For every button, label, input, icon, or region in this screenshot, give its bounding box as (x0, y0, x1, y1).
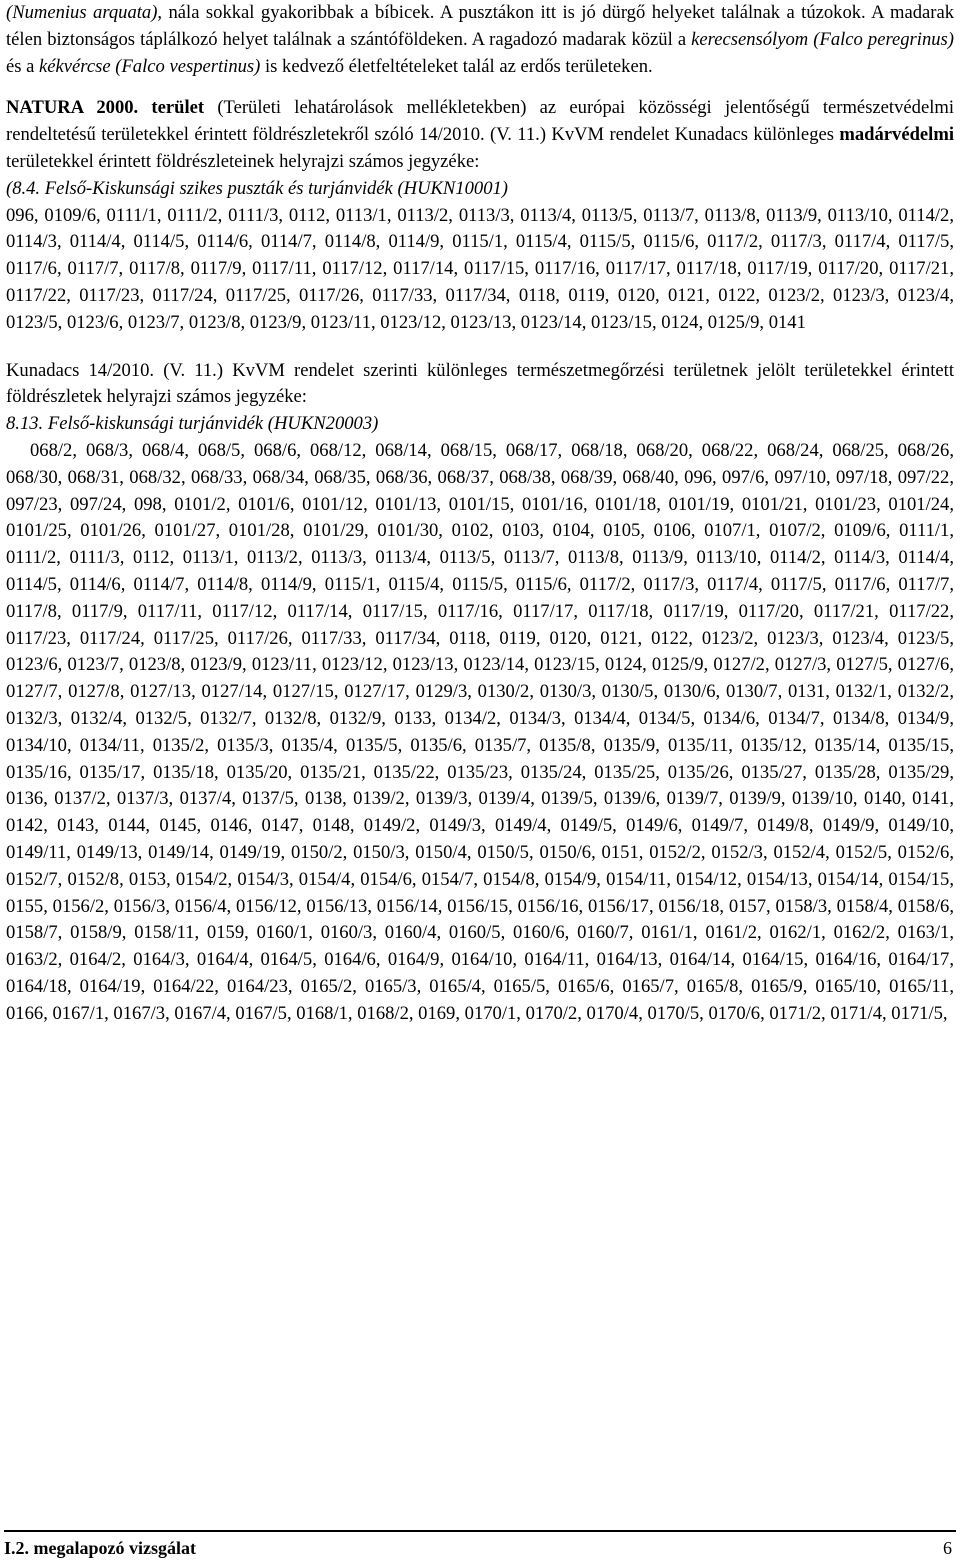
intro-text: és a (6, 55, 40, 77)
kunadacs-paragraph: Kunadacs 14/2010. (V. 11.) KvVM rendelet szerinti különleges természetmegőrzési területnek jelölt területekkel érintett földrészletek helyrajzi számos jegyzéke: (6, 359, 954, 408)
natura-keyword: madárvédelmi (839, 124, 954, 146)
species-name: kékvércse (Falco vespertinus) (39, 55, 261, 77)
section1-heading: (8.4. Felső-Kiskunsági szikes puszták és turjánvidék (HUKN10001) (6, 177, 508, 199)
natura-text-end: területekkel érintett földrészleteinek helyrajzi számos jegyzéke: (6, 150, 480, 172)
natura-paragraph (6, 95, 954, 175)
document-page (6, 0, 954, 1027)
intro-paragraph (6, 0, 954, 80)
section2-heading: 8.13. Felső-kiskunsági turjánvidék (HUKN20003) (6, 413, 379, 435)
section1-parcel-list: 096, 0109/6, 0111/1, 0111/2, 0111/3, 0112, 0113/1, 0113/2, 0113/3, 0113/4, 0113/5, 0113/7, 0113/8, 0113/9, 0113/10, 0114/2, 0114/3, 0114/4, 0114/5, 0114/6, 0114/7, 0114/8, 0114/9, 0115/1, 0115/4, 0115/5, 0115/6, 0117/2, 0117/3, 0117/4, 0117/5, 0117/6, 0117/7, 0117/8, 0117/9, 0117/11, 0117/12, 0117/14, 0117/15, 0117/16, 0117/17, 0117/18, 0117/19, 0117/20, 0117/21, 0117/22, 0117/23, 0117/24, 0117/25, 0117/26, 0117/33, 0117/34, 0118, 0119, 0120, 0121, 0122, 0123/2, 0123/3, 0123/4, 0123/5, 0123/6, 0123/7, 0123/8, 0123/9, 0123/11, 0123/12, 0123/13, 0123/14, 0123/15, 0124, 0125/9, 0141 (6, 204, 954, 333)
page-footer (4, 1530, 956, 1565)
natura-text: (Területi lehatárolások mellékletekben) az európai közösségi jelentőségű természetvédelmi rendeltetésű területekkel érintett földrészletekről szóló 14/2010. (V. 11.) KvVM rendelet Kunadacs különleges (6, 97, 954, 146)
natura-title: NATURA 2000. terület (6, 97, 205, 119)
intro-text: , nála sokkal gyakoribbak a bíbicek. A pusztákon itt is jó dürgő helyeket találnak a túzokok. A madarak télen biztonságos táplálkozó helyet találnak a szántóföldeken. A ragadozó madarak közül a (6, 2, 954, 50)
intro-text: is kedvező életfeltételeket talál az erdős területeken. (260, 55, 653, 77)
species-name: kerecsensólyom (Falco peregrinus) (691, 28, 954, 50)
page-number: 6 (943, 1538, 952, 1558)
footer-document-title: I.2. megalapozó vizsgálat (4, 1538, 196, 1558)
species-name: (Numenius arquata) (6, 2, 158, 23)
section2-parcel-list: 068/2, 068/3, 068/4, 068/5, 068/6, 068/12, 068/14, 068/15, 068/17, 068/18, 068/20, 068/22, 068/24, 068/25, 068/26, 068/30, 068/31, 068/32, 068/33, 068/34, 068/35, 068/36, 068/37, 068/38, 068/39, 068/40, 096, 097/6, 097/10, 097/18, 097/22, 097/23, 097/24, 098, 0101/2, 0101/6, 0101/12, 0101/13, 0101/15, 0101/16, 0101/18, 0101/19, 0101/21, 0101/23, 0101/24, 0101/25, 0101/26, 0101/27, 0101/28, 0101/29, 0101/30, 0102, 0103, 0104, 0105, 0106, 0107/1, 0107/2, 0109/6, 0111/1, 0111/2, 0111/3, 0112, 0113/1, 0113/2, 0113/3, 0113/4, 0113/5, 0113/7, 0113/8, 0113/9, 0113/10, 0114/2, 0114/3, 0114/4, 0114/5, 0114/6, 0114/7, 0114/8, 0114/9, 0115/1, 0115/4, 0115/5, 0115/6, 0117/2, 0117/3, 0117/4, 0117/5, 0117/6, 0117/7, 0117/8, 0117/9, 0117/11, 0117/12, 0117/14, 0117/15, 0117/16, 0117/17, 0117/18, 0117/19, 0117/20, 0117/21, 0117/22, 0117/23, 0117/24, 0117/25, 0117/26, 0117/33, 0117/34, 0118, 0119, 0120, 0121, 0122, 0123/2, 0123/3, 0123/4, 0123/5, 0123/6, 0123/7, 0123/8, 0123/9, 0123/11, 0123/12, 0123/13, 0123/14, 0123/15, 0124, 0125/9, 0127/2, 0127/3, 0127/5, 0127/6, 0127/7, 0127/8, 0127/13, 0127/14, 0127/15, 0127/17, 0129/3, 0130/2, 0130/3, 0130/5, 0130/6, 0130/7, 0131, 0132/1, 0132/2, 0132/3, 0132/4, 0132/5, 0132/7, 0132/8, 0132/9, 0133, 0134/2, 0134/3, 0134/4, 0134/5, 0134/6, 0134/7, 0134/8, 0134/9, 0134/10, 0134/11, 0135/2, 0135/3, 0135/4, 0135/5, 0135/6, 0135/7, 0135/8, 0135/9, 0135/11, 0135/12, 0135/14, 0135/15, 0135/16, 0135/17, 0135/18, 0135/20, 0135/21, 0135/22, 0135/23, 0135/24, 0135/25, 0135/26, 0135/27, 0135/28, 0135/29, 0136, 0137/2, 0137/3, 0137/4, 0137/5, 0138, 0139/2, 0139/3, 0139/4, 0139/5, 0139/6, 0139/7, 0139/9, 0139/10, 0140, 0141, 0142, 0143, 0144, 0145, 0146, 0147, 0148, 0149/2, 0149/3, 0149/4, 0149/5, 0149/6, 0149/7, 0149/8, 0149/9, 0149/10, 0149/11, 0149/13, 0149/14, 0149/19, 0150/2, 0150/3, 0150/4, 0150/5, 0150/6, 0151, 0152/2, 0152/3, 0152/4, 0152/5, 0152/6, 0152/7, 0152/8, 0153, 0154/2, 0154/3, 0154/4, 0154/6, 0154/7, 0154/8, 0154/9, 0154/11, 0154/12, 0154/13, 0154/14, 0154/15, 0155, 0156/2, 0156/3, 0156/4, 0156/12, 0156/13, 0156/14, 0156/15, 0156/16, 0156/17, 0156/18, 0157, 0158/3, 0158/4, 0158/6, 0158/7, 0158/9, 0158/11, 0159, 0160/1, 0160/3, 0160/4, 0160/5, 0160/6, 0160/7, 0161/1, 0161/2, 0162/1, 0162/2, 0163/1, 0163/2, 0164/2, 0164/3, 0164/4, 0164/5, 0164/6, 0164/9, 0164/10, 0164/11, 0164/13, 0164/14, 0164/15, 0164/16, 0164/17, 0164/18, 0164/19, 0164/22, 0164/23, 0165/2, 0165/3, 0165/4, 0165/5, 0165/6, 0165/7, 0165/8, 0165/9, 0165/10, 0165/11, 0166, 0167/1, 0167/3, 0167/4, 0167/5, 0168/1, 0168/2, 0169, 0170/1, 0170/2, 0170/4, 0170/5, 0170/6, 0171/2, 0171/4, 0171/5, (6, 439, 954, 1024)
